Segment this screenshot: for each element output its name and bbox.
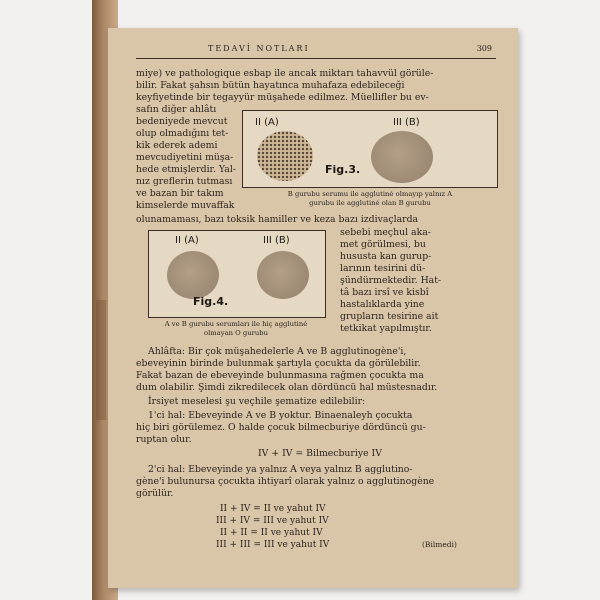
header-rule <box>136 58 496 59</box>
text-line: safın diğer ahlâtı <box>136 104 217 115</box>
text-line: şündürmektedir. Hat- <box>340 275 442 286</box>
text-line: Fakat bazan de ebeveyinde bulunmasına rağmen çocukta ma <box>136 370 424 381</box>
formula-line: IV + IV = Bilmecburiye IV <box>258 448 382 459</box>
text-line: olunamaması, bazı toksik hamiller ve keza bazı izdivaçlarda <box>136 214 419 225</box>
formula-line: II + II = II ve yahut IV <box>220 528 323 538</box>
text-line: nız greflerin tutması <box>136 176 233 187</box>
clear-blood-drop <box>257 251 309 299</box>
fig3-label-a: II (A) <box>255 117 279 128</box>
fig4-caption-line2: olmayan O gurubu <box>203 329 268 337</box>
figure-3 <box>242 110 498 188</box>
text-line: gène'i bulunursa çocukta ihtiyarî olarak yalnız o agglutinogène <box>136 476 435 487</box>
text-line: İrsiyet meselesi şu veçhile şematize edilebilir: <box>148 396 366 407</box>
page-number: 309 <box>476 44 492 53</box>
figure-4 <box>148 230 326 318</box>
text-line: bedeniyede mevcut <box>136 116 228 127</box>
text-line: tetkikat yapılmıştır. <box>340 323 432 334</box>
ahlafta-line: Ahlâfta: Bir çok müşahedelerle A ve B agglutinogène'i, <box>148 346 407 357</box>
book-page <box>108 28 518 588</box>
text-line: hede etmişlerdir. Yal- <box>136 164 236 175</box>
text-line: larının tesirini dü- <box>340 263 426 274</box>
text-line: ebeveyinin birinde bulunmak şartıyla çocukta da görülebilir. <box>136 358 421 369</box>
text-line: keyfiyetinde bir tegayyür müşahede edilmez. Müellifler bu ev- <box>136 92 429 103</box>
text-line: ve bazan bir takım <box>136 188 224 199</box>
text-line: kimselerde muvaffak <box>136 200 235 211</box>
formula-line: II + IV = II ve yahut IV <box>220 504 326 514</box>
side-note: (Bilmedi) <box>422 540 457 549</box>
text-line: ruptan olur. <box>136 434 192 445</box>
fig4-caption-line1: A ve B gurubu serumları ile hiç agglutiné <box>164 320 308 328</box>
text-line: mevcudiyetini müşa- <box>136 152 234 163</box>
text-line: dum olabilir. Şimdi zikredilecek olan dördüncü hal müstesnadır. <box>136 382 438 393</box>
running-title: TEDAVİ NOTLARI <box>208 44 310 53</box>
fig3-tag: Fig.3. <box>325 163 361 176</box>
case-1-line: 1'ci hal: Ebeveyinde A ve B yoktur. Binaenaleyh çocukta <box>148 410 413 421</box>
text-line: grupların tesirine ait <box>340 311 439 322</box>
text-line: hususta kan gurup- <box>340 251 432 262</box>
text-line: hiç biri görülemez. O halde çocuk bilmecburiye dördüncü gu- <box>136 422 426 433</box>
text-line: kik ederek ademi <box>136 140 218 151</box>
case-2-line: 2'ci hal: Ebeveyinde ya yalnız A veya yalnız B agglutino- <box>148 464 413 475</box>
clear-blood-drop <box>371 131 433 183</box>
text-line: hastalıklarda yine <box>340 299 425 310</box>
fig3-label-b: III (B) <box>393 117 420 128</box>
clear-blood-drop <box>167 251 219 299</box>
fig4-label-b: III (B) <box>263 235 290 246</box>
text-line: görülür. <box>136 488 174 499</box>
text-line: sebebi meçhul aka- <box>340 227 431 238</box>
text-line: tâ bazı irsî ve kisbî <box>340 287 429 298</box>
text-line: bilir. Fakat şahsın bütün hayatınca muhafaza edebileceği <box>136 80 405 91</box>
text-line: olup olmadığını tet- <box>136 128 229 139</box>
fig4-tag: Fig.4. <box>193 295 229 308</box>
text-line: met görülmesi, bu <box>340 239 426 250</box>
formula-line: III + III = III ve yahut IV <box>216 540 330 550</box>
text-line: miye) ve pathologique esbap ile ancak miktarı tahavvül görüle- <box>136 68 434 79</box>
agglutinated-blood-drop <box>257 131 313 181</box>
spine-shadow <box>96 300 106 420</box>
fig4-label-a: II (A) <box>175 235 199 246</box>
fig3-caption-line1: B gurubu serumu ile agglutiné olmayıp yalnız A <box>287 190 453 198</box>
formula-line: III + IV = III ve yahut IV <box>216 516 329 526</box>
fig3-caption-line2: gurubu ile agglutiné olan B gurubu <box>309 199 431 207</box>
page-header <box>108 42 518 56</box>
